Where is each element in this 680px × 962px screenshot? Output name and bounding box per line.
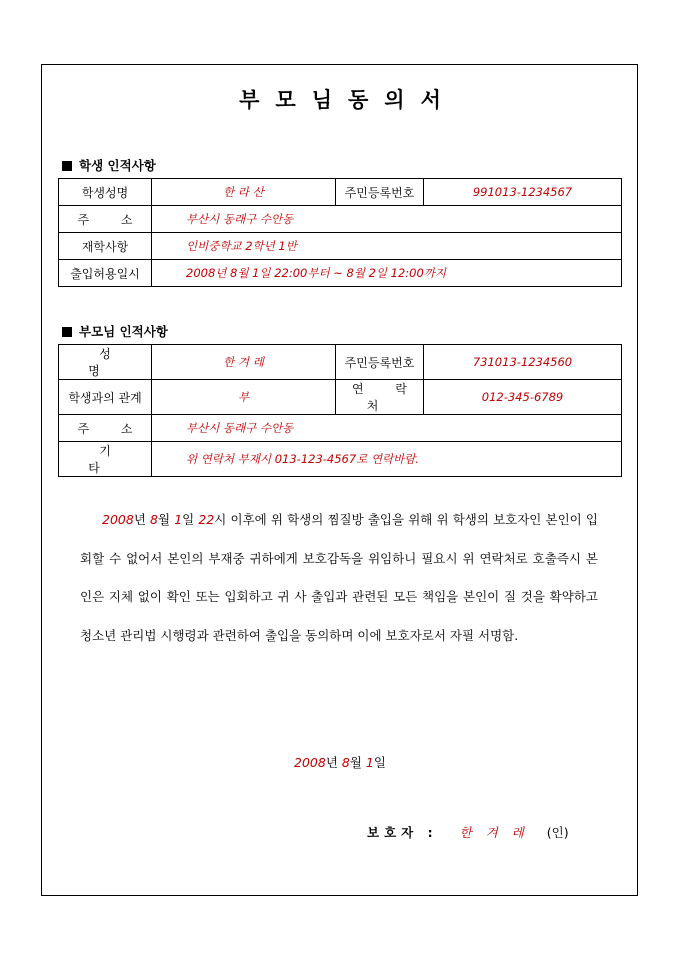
parent-contact-label: 연 락 처 — [336, 380, 424, 415]
date-day-unit: 일 — [373, 755, 386, 770]
student-name-value: 한 라 산 — [152, 179, 336, 206]
date-year: 2008 — [294, 755, 326, 770]
consent-statement — [80, 501, 598, 655]
table-row — [59, 260, 622, 287]
parent-relation-value: 부 — [152, 380, 336, 415]
student-school-value: 인비중학교 2학년 1반 — [152, 233, 622, 260]
square-bullet-icon — [62, 161, 72, 171]
table-row — [59, 179, 622, 206]
student-rrn-label: 주민등록번호 — [336, 179, 424, 206]
statement-year: 2008 — [102, 512, 134, 527]
statement-year-unit: 년 — [133, 512, 151, 527]
parent-etc-value: 위 연락처 부재시 013-123-4567로 연락바람. — [152, 442, 622, 477]
parent-relation-label: 학생과의 관계 — [59, 380, 152, 415]
square-bullet-icon — [62, 327, 72, 337]
statement-day: 1 — [174, 512, 183, 527]
table-row — [59, 380, 622, 415]
statement-month-unit: 월 — [157, 512, 175, 527]
parent-rrn-value: 731013-1234560 — [424, 345, 622, 380]
date-day: 1 — [365, 755, 374, 770]
parent-info-table — [58, 344, 622, 477]
statement-hour: 22 — [198, 512, 215, 527]
student-permit-value: 2008년 8월 1일 22:00부터 ~ 8월 2일 12:00까지 — [152, 260, 622, 287]
parent-contact-value: 012-345-6789 — [424, 380, 622, 415]
guardian-label: 보호자 : — [367, 825, 438, 840]
table-row — [59, 206, 622, 233]
parent-section-heading — [62, 322, 168, 340]
statement-month: 8 — [150, 512, 158, 527]
date-month: 8 — [341, 755, 350, 770]
date-month-unit: 월 — [349, 755, 366, 770]
parent-address-value: 부산시 동래구 수안동 — [152, 415, 622, 442]
student-address-value: 부산시 동래구 수안동 — [152, 206, 622, 233]
parent-name-label: 성 명 — [59, 345, 152, 380]
table-row — [59, 345, 622, 380]
document-title: 부모님동의서 — [239, 87, 457, 112]
student-school-label: 재학사항 — [59, 233, 152, 260]
guardian-signature — [367, 823, 569, 841]
document-date — [0, 753, 680, 771]
table-row — [59, 415, 622, 442]
table-row — [59, 442, 622, 477]
student-rrn-value: 991013-1234567 — [424, 179, 622, 206]
parent-address-label: 주 소 — [59, 415, 152, 442]
student-section-title: 학생 인적사항 — [79, 158, 156, 173]
parent-name-value: 한 겨 레 — [152, 345, 336, 380]
parent-etc-label: 기 타 — [59, 442, 152, 477]
student-address-label: 주 소 — [59, 206, 152, 233]
student-permit-label: 출입허용일시 — [59, 260, 152, 287]
student-name-label: 학생성명 — [59, 179, 152, 206]
parent-section-title: 부모님 인적사항 — [79, 324, 168, 339]
student-info-table — [58, 178, 622, 287]
seal-mark: (인) — [546, 825, 569, 840]
guardian-name: 한 겨 레 — [459, 825, 529, 840]
statement-body: 시 이후에 위 학생의 찜질방 출입을 위해 위 학생의 보호자인 본인이 입회할 수 없어서 본인의 부재중 귀하에게 보호감독을 위임하니 필요시 위 연락처로 호출즉시 본인은 지체 없이 확인 또는 입회하고 귀 사 출입과 관련된 모든 책임을 본인이 질 것을 확약하고 청소년 관리법 시행령과 관련하여 출입을 동의하며 이에 보호자로서 자필 서명함. — [80, 512, 598, 643]
table-row — [59, 233, 622, 260]
parent-rrn-label: 주민등록번호 — [336, 345, 424, 380]
student-section-heading — [62, 156, 156, 174]
date-year-unit: 년 — [325, 755, 342, 770]
statement-day-unit: 일 — [182, 512, 199, 527]
